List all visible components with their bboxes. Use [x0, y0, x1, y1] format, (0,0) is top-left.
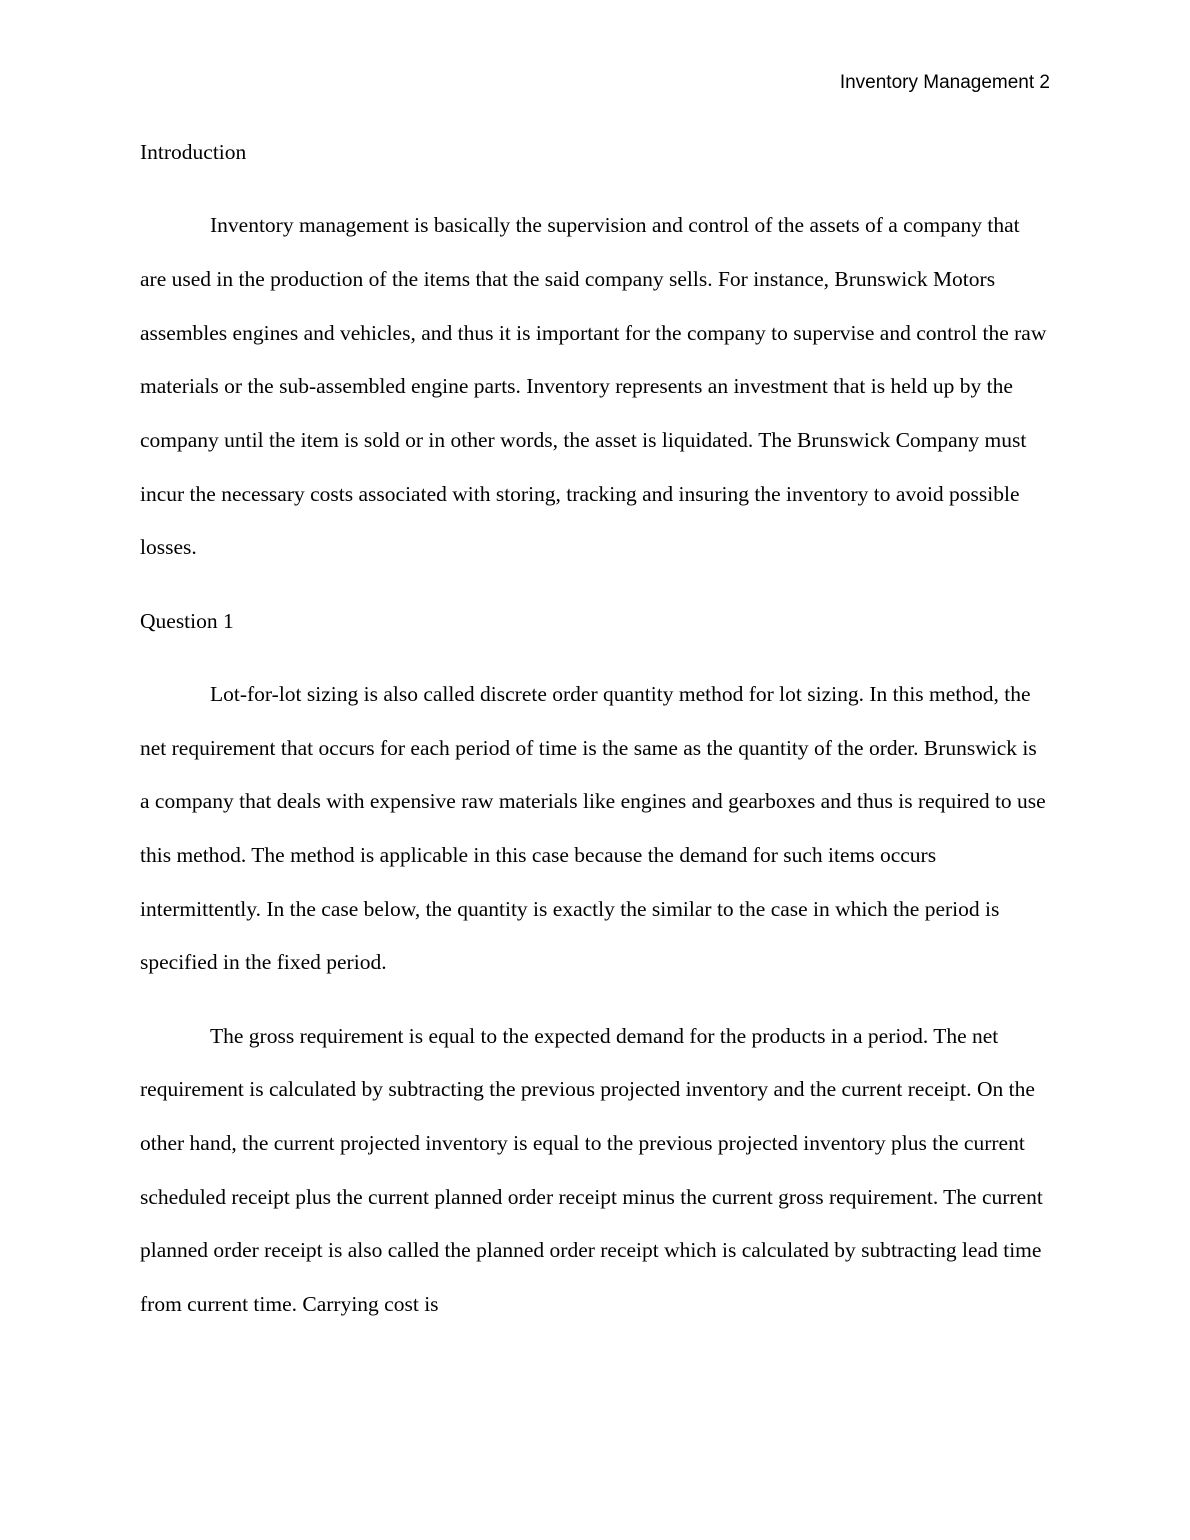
paragraph-gross-requirement: The gross requirement is equal to the expected demand for the products in a period. The net requirement is calculated by subtracting the previous projected inventory and the current receipt. On the other hand, the current projected inventory is equal to the previous projected inventory plus the current scheduled receipt plus the current planned order receipt minus the current gross requirement. The current planned order receipt is also called the planned order receipt which is calculated by subtracting lead time from current time. Carrying cost is: [140, 1023, 1043, 1317]
section-heading-question-1: Question 1: [140, 608, 234, 633]
paragraph-lot-for-lot: Lot-for-lot sizing is also called discrete order quantity method for lot sizing. In this method, the net requirement that occurs for each period of time is the same as the quantity of the order. Brunswick is a company that deals with expensive raw materials like engines and gearboxes and thus is required to use this method. The method is applicable in this case because the demand for such items occurs intermittently. In the case below, the quantity is exactly the similar to the case in which the period is specified in the fixed period.: [140, 681, 1046, 975]
section-heading-introduction: Introduction: [140, 140, 247, 164]
paragraph-introduction: Inventory management is basically the supervision and control of the assets of a company that are used in the production of the items that the said company sells. For instance, Brunswick Motors assembles engines and vehicles, and thus it is important for the company to supervise and control the raw materials or the sub-assembled engine parts. Inventory represents an investment that is held up by the company until the item is sold or in other words, the asset is liquidated. The Brunswick Company must incur the necessary costs associated with storing, tracking and insuring the inventory to avoid possible losses.: [140, 213, 1047, 560]
document-body: [140, 126, 1051, 1332]
running-head: Inventory Management 2: [839, 72, 1050, 93]
